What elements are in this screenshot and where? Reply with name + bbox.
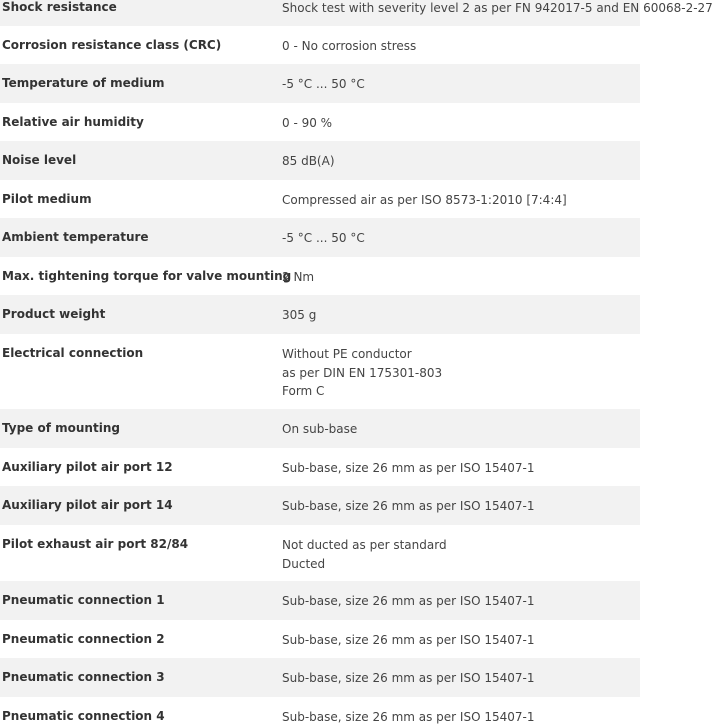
spec-row-pilot-exhaust-air-port	[0, 525, 640, 581]
spec-row-max-tightening-torque	[0, 257, 640, 295]
spec-label: Corrosion resistance class (CRC)	[2, 38, 222, 52]
spec-value: 0 - 90 %	[282, 116, 333, 130]
spec-value: 305 g	[282, 308, 317, 322]
spec-label: Noise level	[2, 153, 77, 167]
spec-row-pneumatic-connection-4	[0, 697, 640, 727]
spec-label: Product weight	[2, 307, 106, 321]
spec-label: Pneumatic connection 1	[2, 593, 165, 607]
spec-value: -5 °C ... 50 °C	[282, 77, 365, 91]
spec-label: Type of mounting	[2, 421, 120, 435]
spec-row-pneumatic-connection-2	[0, 620, 640, 658]
spec-label: Pilot exhaust air port 82/84	[2, 537, 189, 551]
spec-row-pilot-medium	[0, 180, 640, 218]
spec-value: Sub-base, size 26 mm as per ISO 15407-1	[282, 461, 535, 475]
spec-value: Compressed air as per ISO 8573-1:2010 [7:4:4]	[282, 193, 567, 207]
spec-value: Sub-base, size 26 mm as per ISO 15407-1	[282, 594, 535, 608]
spec-value: Sub-base, size 26 mm as per ISO 15407-1	[282, 633, 535, 647]
spec-label: Pneumatic connection 3	[2, 670, 165, 684]
spec-value: Without PE conductor as per DIN EN 175301-803 Form C	[282, 347, 443, 398]
spec-label: Electrical connection	[2, 346, 144, 360]
spec-label: Temperature of medium	[2, 76, 165, 90]
spec-row-ambient-temperature	[0, 218, 640, 257]
spec-row-relative-air-humidity	[0, 103, 640, 141]
spec-value: Sub-base, size 26 mm as per ISO 15407-1	[282, 710, 535, 724]
spec-row-temperature-of-medium	[0, 64, 640, 103]
spec-label: Shock resistance	[2, 0, 117, 14]
spec-value: Sub-base, size 26 mm as per ISO 15407-1	[282, 671, 535, 685]
spec-value: Shock test with severity level 2 as per FN 942017-5 and EN 60068-2-27	[282, 1, 713, 15]
spec-row-type-of-mounting	[0, 409, 640, 448]
spec-label: Relative air humidity	[2, 115, 144, 129]
spec-label: Pilot medium	[2, 192, 92, 206]
spec-row-electrical-connection	[0, 334, 640, 409]
spec-label: Auxiliary pilot air port 14	[2, 498, 173, 512]
spec-row-corrosion-resistance-class	[0, 26, 640, 64]
spec-label: Pneumatic connection 4	[2, 709, 165, 723]
spec-value: Not ducted as per standard Ducted	[282, 538, 447, 571]
spec-row-shock-resistance	[0, 0, 713, 26]
spec-row-product-weight	[0, 295, 640, 334]
spec-label: Pneumatic connection 2	[2, 632, 165, 646]
spec-row-auxiliary-pilot-air-port-14	[0, 486, 640, 525]
spec-value: 85 dB(A)	[282, 154, 335, 168]
spec-row-auxiliary-pilot-air-port-12	[0, 448, 640, 486]
spec-label: Auxiliary pilot air port 12	[2, 460, 173, 474]
spec-label: Ambient temperature	[2, 230, 149, 244]
spec-row-pneumatic-connection-1	[0, 581, 640, 620]
spec-value: 0 - No corrosion stress	[282, 39, 417, 53]
spec-value: 2 Nm	[282, 270, 315, 284]
spec-row-pneumatic-connection-3	[0, 658, 640, 697]
spec-label: Max. tightening torque for valve mounting	[2, 269, 292, 283]
spec-value: -5 °C ... 50 °C	[282, 231, 365, 245]
spec-value: On sub-base	[282, 422, 358, 436]
spec-value: Sub-base, size 26 mm as per ISO 15407-1	[282, 499, 535, 513]
spec-row-noise-level	[0, 141, 640, 180]
